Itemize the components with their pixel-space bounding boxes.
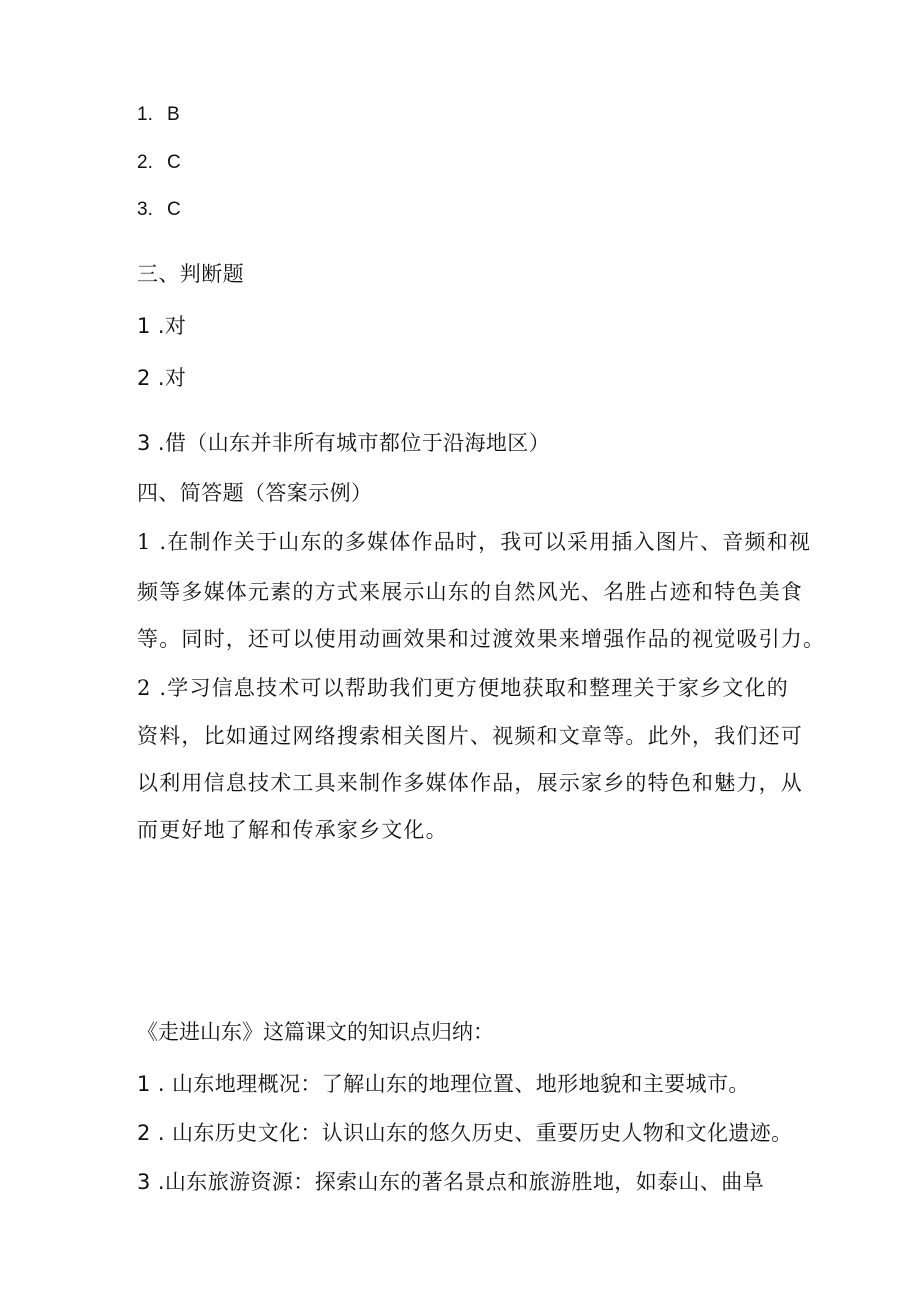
choice-answer-letter: C — [167, 152, 181, 173]
knowledge-summary-title: 《走进山东》这篇课文的知识点归纳： — [137, 1020, 494, 1044]
knowledge-item-3: 3 .山东旅游资源：探索山东的著名景点和旅游胜地，如泰山、曲阜 — [137, 1170, 765, 1194]
knowledge-item-1: 1 . 山东地理概况：了解山东的地理位置、地形地貌和主要城市。 — [137, 1072, 750, 1096]
judgment-item-1: 1 .对 — [137, 314, 187, 338]
choice-answer-2 — [137, 151, 181, 175]
judgment-section-title: 三、判断题 — [137, 262, 244, 286]
choice-answer-letter: C — [167, 199, 181, 220]
judgment-item-3: 3 .借（山东并非所有城市都位于沿海地区） — [137, 431, 551, 455]
choice-answer-1 — [137, 103, 180, 127]
short-answer-1-line-2: 频等多媒体元素的方式来展示山东的自然风光、名胜占迹和特色美食 — [137, 580, 803, 604]
judgment-item-2: 2 .对 — [137, 366, 187, 390]
short-answer-1-line-3: 等。同时，还可以使用动画效果和过渡效果来增强作品的视觉吸引力。 — [137, 627, 826, 651]
short-answer-1-line-1: 1 .在制作关于山东的多媒体作品时，我可以采用插入图片、音频和视 — [137, 530, 812, 554]
choice-answer-number: 1. — [137, 104, 153, 125]
choice-answer-letter: B — [167, 104, 180, 125]
knowledge-item-2: 2 . 山东历史文化：认识山东的悠久历史、重要历史人物和文化遗迹。 — [137, 1121, 793, 1145]
short-answer-2-line-2: 资料，比如通过网络搜索相关图片、视频和文章等。此外，我们还可 — [137, 724, 803, 748]
short-answer-2-line-1: 2 .学习信息技术可以帮助我们更方便地获取和整理关于家乡文化的 — [137, 676, 789, 700]
choice-answer-3 — [137, 198, 181, 222]
short-answer-2-line-3: 以利用信息技术工具来制作多媒体作品，展示家乡的特色和魅力，从 — [137, 771, 803, 795]
choice-answer-number: 2. — [137, 152, 153, 173]
short-answer-section-title: 四、简答题（答案示例） — [137, 481, 373, 505]
short-answer-2-line-4: 而更好地了解和传承家乡文化。 — [137, 818, 448, 842]
choice-answer-number: 3. — [137, 199, 153, 220]
